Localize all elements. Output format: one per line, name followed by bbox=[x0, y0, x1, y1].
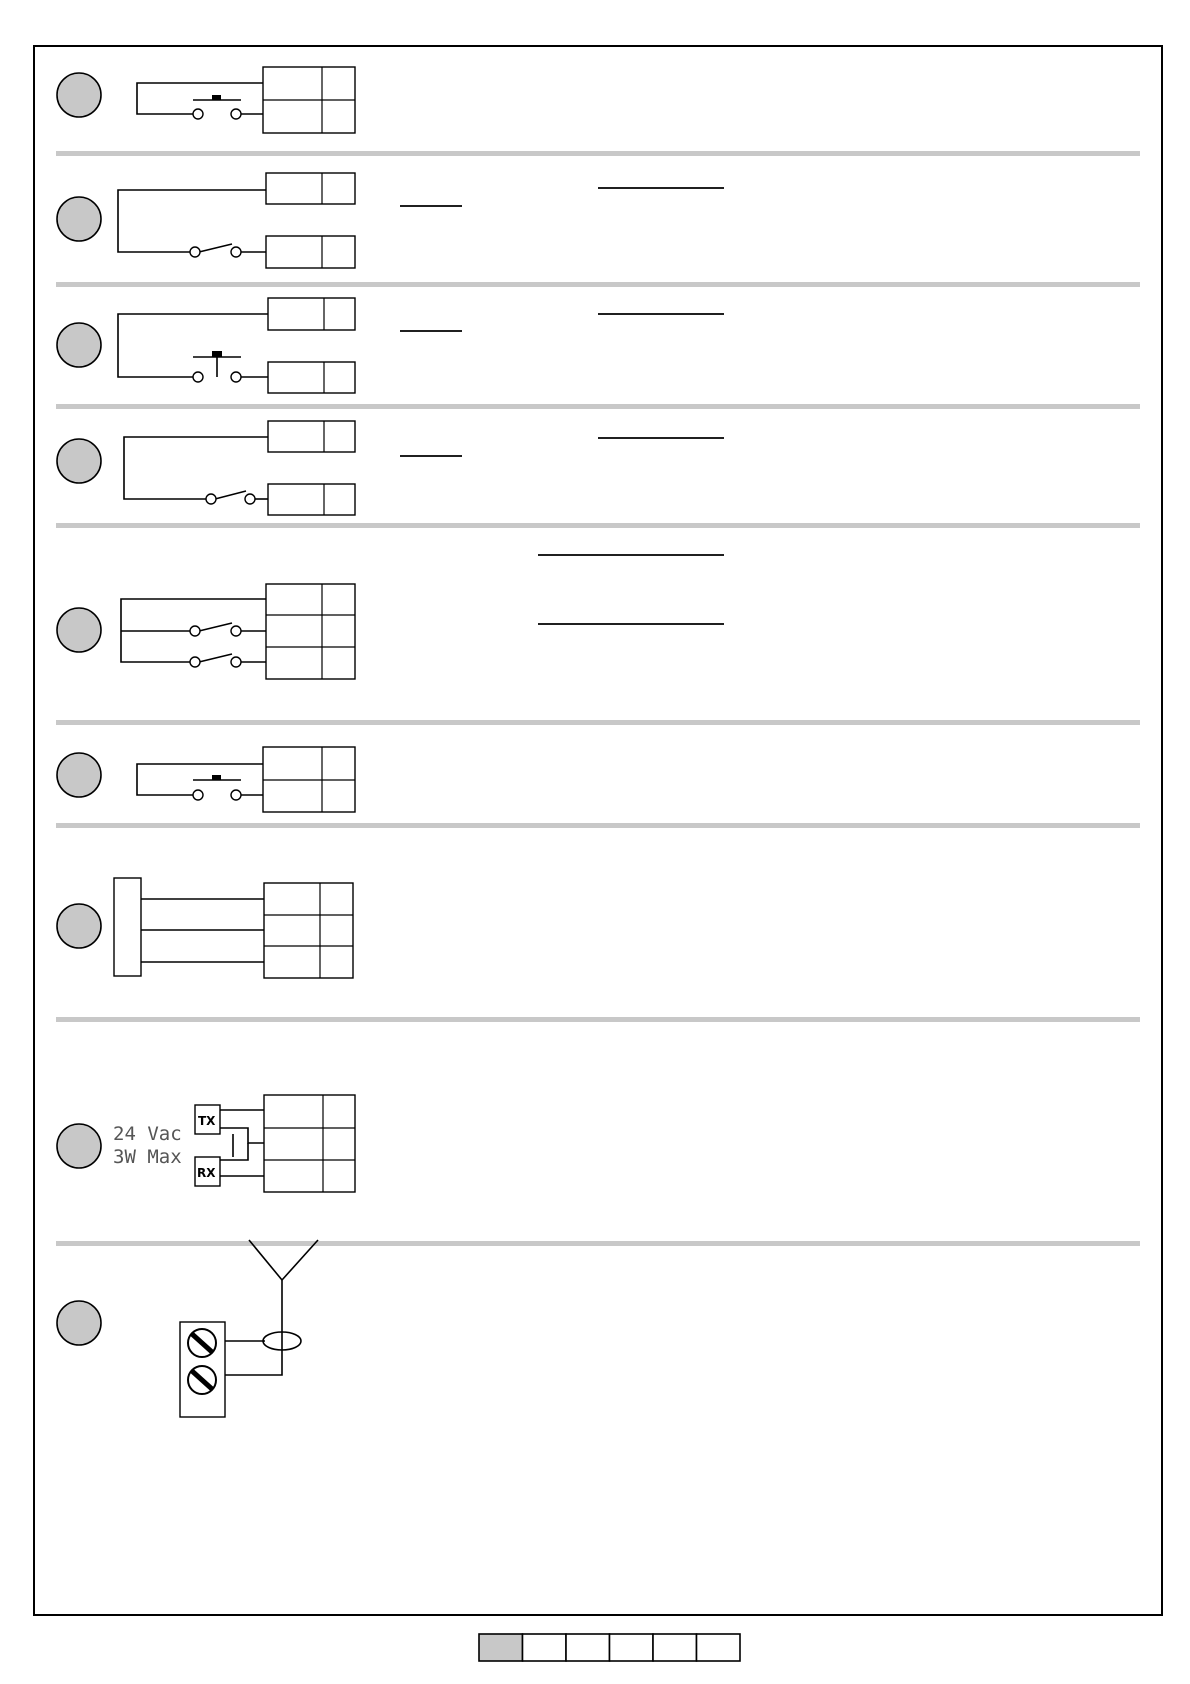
terminal-screw-1 bbox=[188, 1329, 216, 1357]
section-bullet bbox=[57, 1301, 101, 1345]
separator-4 bbox=[56, 523, 1140, 528]
separator-5 bbox=[56, 720, 1140, 725]
page-indicator-cell-5 bbox=[653, 1634, 697, 1661]
page-indicator-cell-1 bbox=[479, 1634, 523, 1661]
device-box bbox=[114, 878, 141, 976]
section-bullet bbox=[57, 439, 101, 483]
section-2-switch bbox=[57, 173, 724, 268]
terminal-single-top bbox=[268, 421, 355, 452]
terminal-block-3 bbox=[264, 1095, 355, 1192]
page-indicator-cell-6 bbox=[697, 1634, 741, 1661]
separator-3 bbox=[56, 404, 1140, 409]
page-indicator-cell-2 bbox=[523, 1634, 567, 1661]
separator-1 bbox=[56, 151, 1140, 156]
section-bullet bbox=[57, 904, 101, 948]
power-spec-line-2: 3W Max bbox=[113, 1146, 182, 1168]
page-indicator bbox=[479, 1634, 740, 1661]
terminal-block-2 bbox=[263, 747, 355, 812]
terminal-block-3 bbox=[264, 883, 353, 978]
terminal-single-top bbox=[268, 298, 355, 330]
terminal-screw-2 bbox=[188, 1366, 216, 1394]
section-separators bbox=[56, 151, 1140, 1246]
separator-7 bbox=[56, 1017, 1140, 1022]
section-8-photocell bbox=[57, 1095, 355, 1192]
section-4-switch bbox=[57, 421, 724, 515]
section-5-double-switch bbox=[57, 555, 724, 679]
page-indicator-cell-3 bbox=[566, 1634, 610, 1661]
tx-label: TX bbox=[198, 1114, 216, 1128]
section-bullet bbox=[57, 197, 101, 241]
section-1-pushbutton bbox=[57, 67, 355, 133]
power-spec-line-1: 24 Vac bbox=[113, 1123, 182, 1145]
terminal-block-2 bbox=[263, 67, 355, 133]
terminal-single-bottom bbox=[266, 236, 355, 268]
page-indicator-cell-4 bbox=[610, 1634, 654, 1661]
separator-2 bbox=[56, 282, 1140, 287]
terminal-single-bottom bbox=[268, 484, 355, 515]
separator-6 bbox=[56, 823, 1140, 828]
rx-label: RX bbox=[197, 1166, 216, 1180]
terminal-block-3 bbox=[266, 584, 355, 679]
section-bullet bbox=[57, 753, 101, 797]
section-6-pushbutton bbox=[57, 747, 355, 812]
section-bullet bbox=[57, 608, 101, 652]
section-3-pushbutton bbox=[57, 298, 724, 393]
section-bullet bbox=[57, 323, 101, 367]
terminal-single-bottom bbox=[268, 362, 355, 393]
section-9-antenna bbox=[57, 1240, 318, 1417]
section-bullet bbox=[57, 73, 101, 117]
separator-8 bbox=[56, 1241, 1140, 1246]
terminal-single-top bbox=[266, 173, 355, 204]
section-bullet bbox=[57, 1124, 101, 1168]
section-7-device bbox=[57, 878, 353, 978]
